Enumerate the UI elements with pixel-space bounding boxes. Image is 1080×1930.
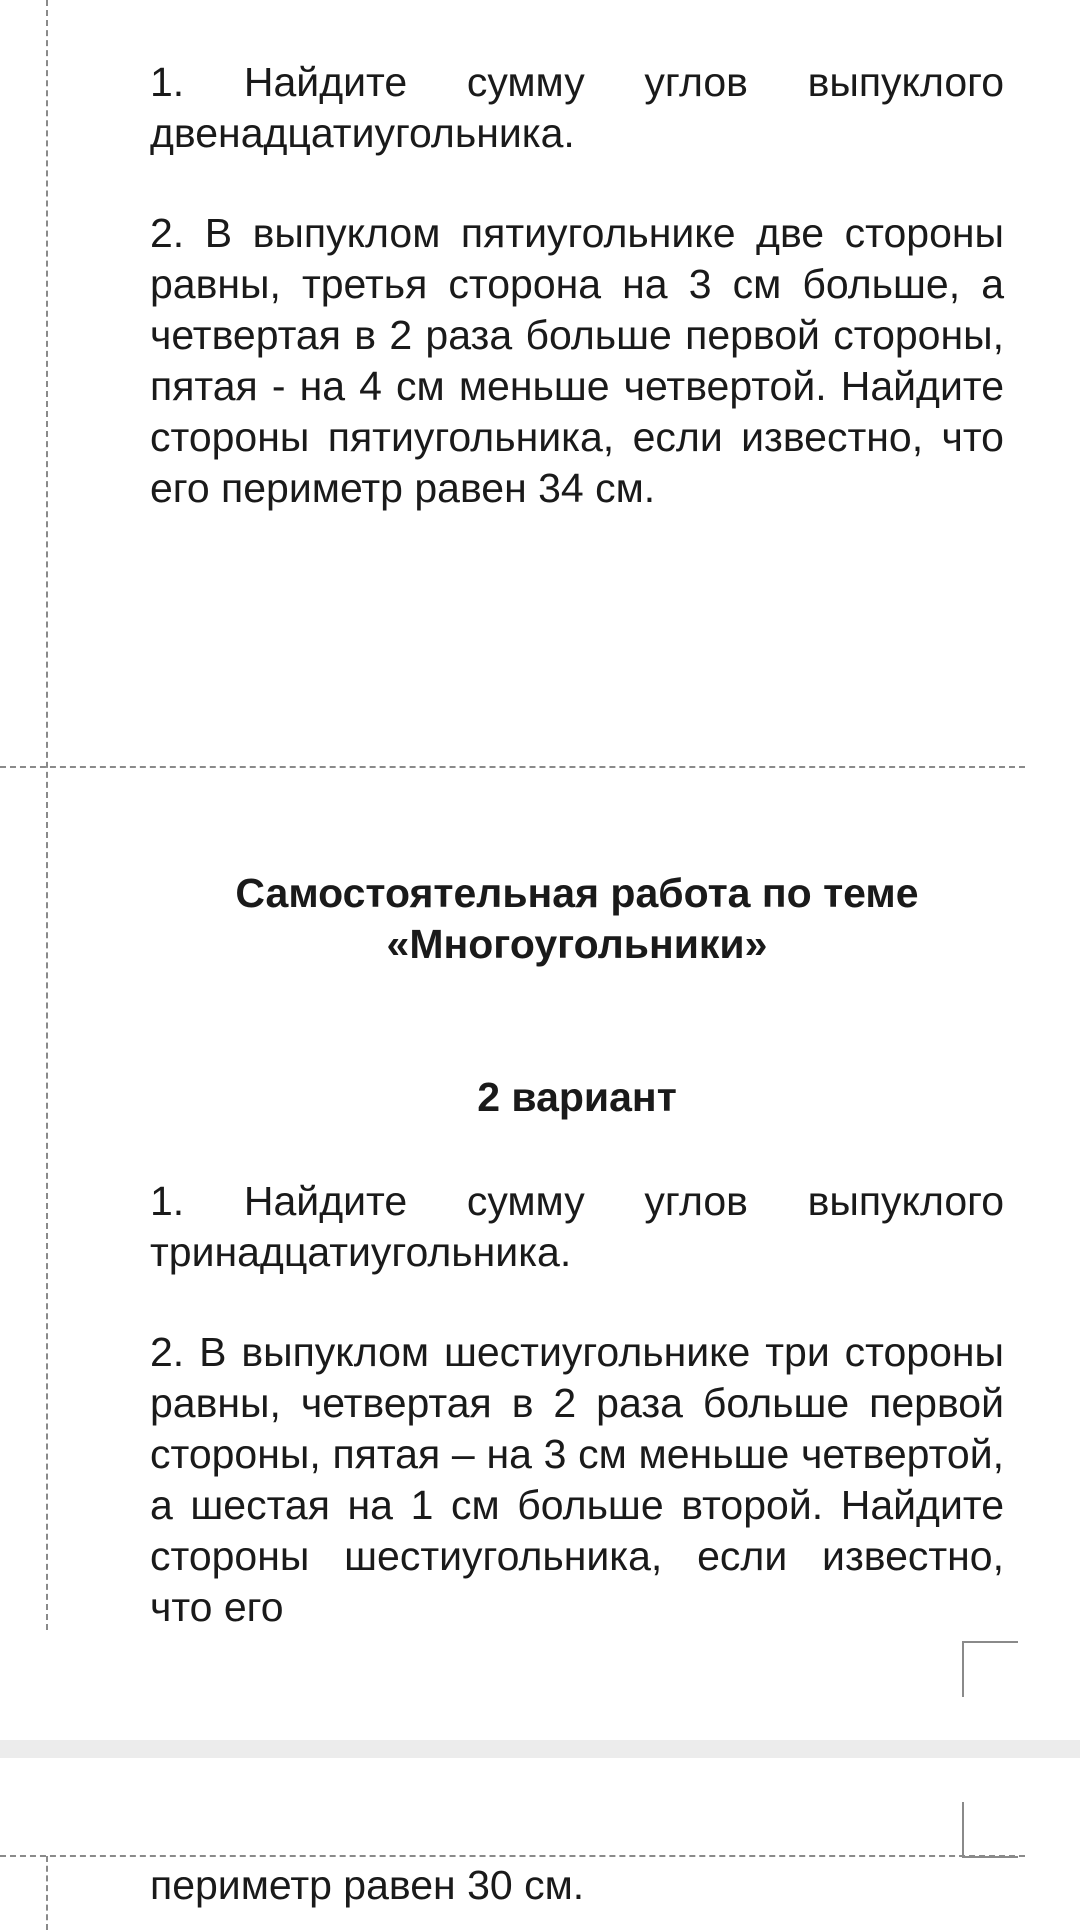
cut-line-horizontal-bottom (0, 1855, 1025, 1857)
variant2-label: 2 вариант (477, 1074, 677, 1120)
page-separator (0, 1740, 1080, 1758)
cut-line-vertical-bottom (46, 1856, 48, 1930)
variant1-task2: 2. В выпуклом пятиугольнике две стороны равны, третья сторона на 3 см больше, а четвертая в 2 раза больше первой стороны, пятая - на 4 см меньше четвертой. Найдите стороны пятиугольника, если известно, что его периметр равен 34 см. (150, 210, 1004, 511)
document-page-2 (0, 1758, 1080, 1930)
worksheet-title (150, 868, 1004, 970)
variant1-task1: 1. Найдите сумму углов выпуклого двенадцатиугольника. (150, 59, 1004, 156)
variant2-task1: 1. Найдите сумму углов выпуклого тринадцатиугольника. (150, 1178, 1004, 1275)
cut-line-horizontal-top (0, 766, 1025, 768)
worksheet-title-line1: Самостоятельная работа по теме (235, 870, 919, 916)
variant2-task2: 2. В выпуклом шестиугольнике три стороны равны, четвертая в 2 раза больше первой стороны, пятая – на 3 см меньше четвертой, а шестая на 1 см больше второй. Найдите стороны шестиугольника, если известно, что его (150, 1329, 1004, 1630)
page-corner-mark-top (962, 1641, 1018, 1697)
page-corner-mark-bottom (962, 1802, 1018, 1858)
cut-line-vertical-top (46, 0, 48, 1630)
variant2-task2-continued: периметр равен 30 см. (150, 1862, 585, 1908)
worksheet-title-line2: «Многоугольники» (386, 921, 768, 967)
